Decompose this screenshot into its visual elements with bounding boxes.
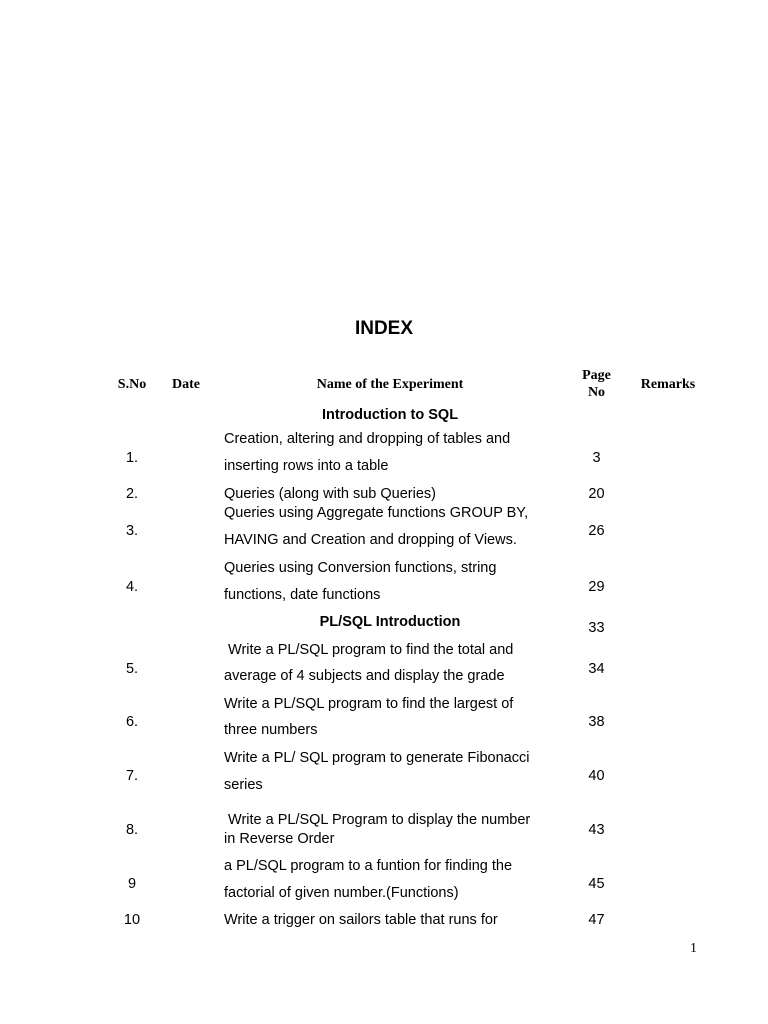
row-9-page: 45 bbox=[588, 876, 605, 892]
row-8-name-line2: in Reverse Order bbox=[224, 831, 335, 847]
row-6-name-line2: three numbers bbox=[224, 722, 318, 738]
row-8-page: 43 bbox=[588, 822, 605, 838]
header-date: Date bbox=[172, 377, 200, 392]
row-7-name-line1: Write a PL/ SQL program to generate Fibonacci bbox=[224, 750, 530, 766]
row-3-sno: 3. bbox=[125, 523, 139, 539]
header-name: Name of the Experiment bbox=[316, 377, 464, 392]
row-1-name-line1: Creation, altering and dropping of tables and bbox=[224, 431, 511, 447]
section-plsql-page: 33 bbox=[588, 620, 605, 636]
row-4-sno: 4. bbox=[125, 579, 139, 595]
row-1-name-line2: inserting rows into a table bbox=[224, 458, 389, 474]
row-2-name-line1: Queries (along with sub Queries) bbox=[224, 486, 436, 502]
row-10-sno: 10 bbox=[123, 912, 141, 928]
row-5-sno: 5. bbox=[125, 661, 139, 677]
header-sno: S.No bbox=[117, 377, 147, 392]
row-7-page: 40 bbox=[588, 768, 605, 784]
row-7-sno: 7. bbox=[125, 768, 139, 784]
row-8-name-line1: Write a PL/SQL Program to display the number bbox=[224, 812, 531, 828]
row-6-page: 38 bbox=[588, 714, 605, 730]
row-7-name-line2: series bbox=[224, 777, 263, 793]
row-4-name-line1: Queries using Conversion functions, string bbox=[224, 560, 497, 576]
row-5-name-line2: average of 4 subjects and display the grade bbox=[224, 668, 505, 684]
row-9-name-line1: a PL/SQL program to a funtion for finding the bbox=[224, 858, 513, 874]
header-remarks: Remarks bbox=[640, 377, 696, 392]
page-number: 1 bbox=[690, 941, 697, 956]
row-2-sno: 2. bbox=[125, 486, 139, 502]
row-1-page: 3 bbox=[592, 450, 601, 466]
row-4-name-line2: functions, date functions bbox=[224, 587, 381, 603]
row-2-page: 20 bbox=[588, 486, 605, 502]
row-6-sno: 6. bbox=[125, 714, 139, 730]
header-page-line1: Page bbox=[582, 368, 611, 383]
row-9-sno: 9 bbox=[127, 876, 137, 892]
row-10-page: 47 bbox=[588, 912, 605, 928]
row-3-page: 26 bbox=[588, 523, 605, 539]
section-plsql-intro: PL/SQL Introduction bbox=[319, 614, 461, 630]
row-6-name-line1: Write a PL/SQL program to find the largest of bbox=[224, 696, 514, 712]
row-5-name-line1: Write a PL/SQL program to find the total and bbox=[224, 642, 514, 658]
page-title: INDEX bbox=[354, 318, 414, 339]
row-1-sno: 1. bbox=[125, 450, 139, 466]
header-page-line2: No bbox=[587, 385, 606, 400]
row-9-name-line2: factorial of given number.(Functions) bbox=[224, 885, 459, 901]
row-3-name-line2: HAVING and Creation and dropping of Views. bbox=[224, 532, 517, 548]
row-4-page: 29 bbox=[588, 579, 605, 595]
row-5-page: 34 bbox=[588, 661, 605, 677]
row-8-sno: 8. bbox=[125, 822, 139, 838]
section-intro-sql: Introduction to SQL bbox=[321, 407, 459, 423]
row-10-name-line1: Write a trigger on sailors table that runs for bbox=[224, 912, 498, 928]
row-3-name-line1: Queries using Aggregate functions GROUP BY, bbox=[224, 505, 529, 521]
